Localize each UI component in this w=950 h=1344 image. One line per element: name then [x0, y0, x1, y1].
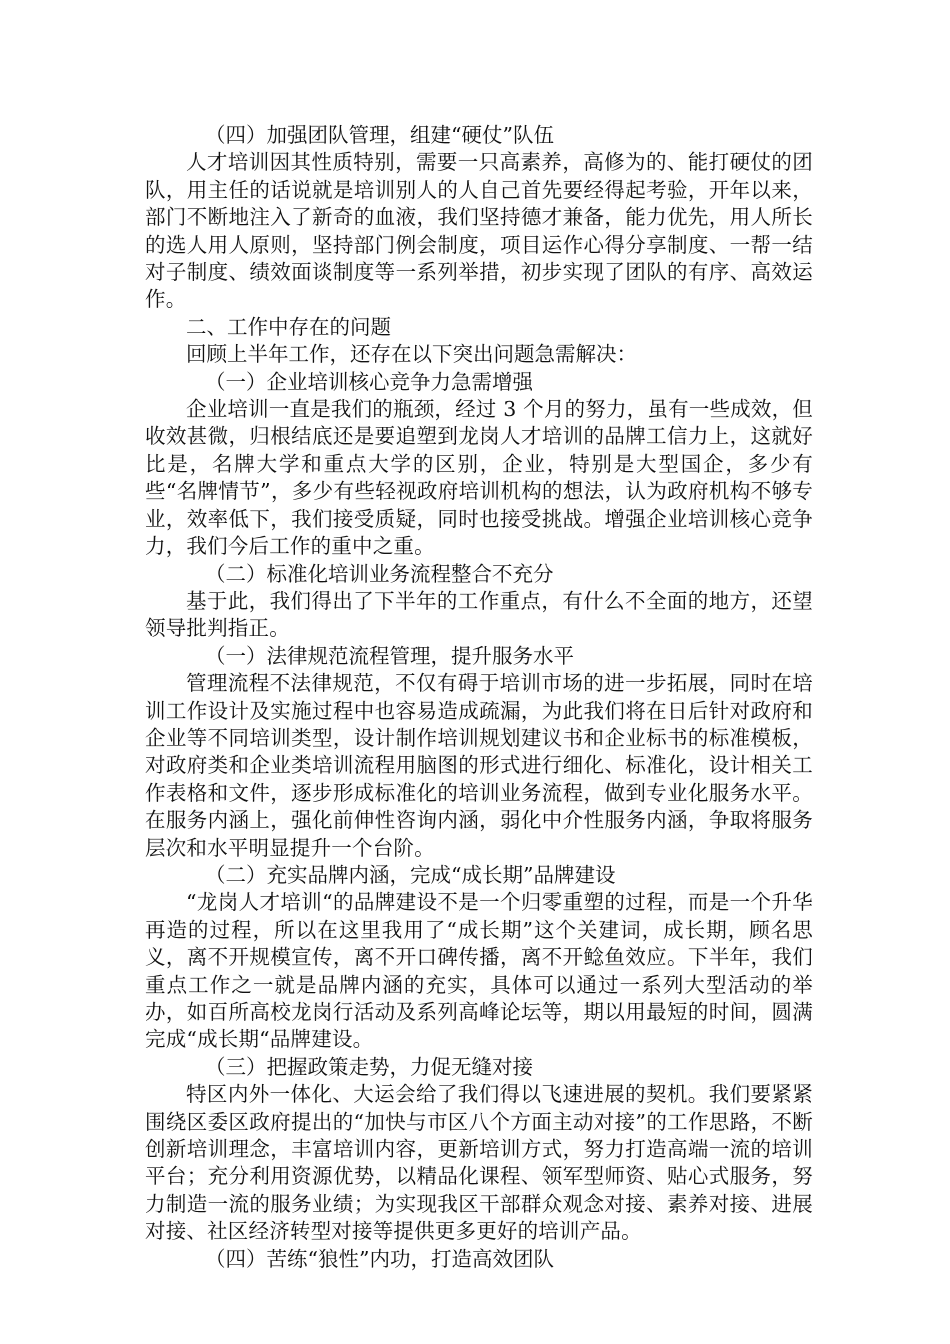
section-heading: （二）充实品牌内涵，完成“成长期”品牌建设 [205, 862, 616, 887]
section-heading: （四）加强团队管理，组建“硬仗”队伍 [205, 123, 554, 147]
section-heading: （四）苦练“狼性”内功，打造高效团队 [205, 1246, 554, 1271]
chapter-heading: 二、工作中存在的问题 [186, 314, 391, 339]
body-paragraph: 人才培训因其性质特别，需要一只高素养，高修为的、能打硬仗的团队，用主任的话说就是培训别人的人自己首先要经得起考验，开年以来，部门不断地注入了新奇的血液，我们坚持德才兼备，能力优先，用人所长的选人用人原则，坚持部门例会制度，项目运作心得分享制度、一帮一结对子制度、绩效面谈制度等一系列举措，初步实现了团队的有序、高效运作。 [145, 150, 813, 312]
body-paragraph: 管理流程不法律规范，不仅有碍于培训市场的进一步拓展，同时在培训工作设计及实施过程中也容易造成疏漏，为此我们将在日后针对政府和企业等不同培训类型，设计制作培训规划建议书和企业标书的标准模板，对政府类和企业类培训流程用脑图的形式进行细化、标准化，设计相关工作表格和文件，逐步形成标准化的培训业务流程，做到专业化服务水平。在服务内涵上，强化前伸性咨询内涵，弱化中介性服务内涵，争取将服务层次和水平明显提升一个台阶。 [145, 671, 813, 860]
section-heading: （二）标准化培训业务流程整合不充分 [205, 561, 554, 586]
section-heading: （一）企业培训核心竞争力急需增强 [205, 369, 533, 394]
body-paragraph: 特区内外一体化、大运会给了我们得以飞速进展的契机。我们要紧紧围绕区委区政府提出的“加快与市区八个方面主动对接”的工作思路，不断创新培训理念，丰富培训内容，更新培训方式，努力打造高端一流的培训平台；充分利用资源优势，以精品化课程、领军型师资、贴心式服务，努力制造一流的服务业绩；为实现我区干部群众观念对接、素养对接、进展对接、社区经济转型对接等提供更多更好的培训产品。 [145, 1082, 813, 1244]
intro-line: 回顾上半年工作，还存在以下突出问题急需解决： [186, 342, 637, 367]
body-paragraph: 基于此，我们得出了下半年的工作重点，有什么不全面的地方，还望领导批判指正。 [145, 588, 813, 641]
section-heading: （三）把握政策走势，力促无缝对接 [205, 1054, 533, 1079]
document-page [145, 122, 813, 1273]
section-heading: （一）法律规范流程管理，提升服务水平 [205, 643, 574, 668]
body-paragraph: 企业培训一直是我们的瓶颈，经过 3 个月的努力，虽有一些成效，但收效甚微，归根结底还是要追塑到龙岗人才培训的品牌工信力上，这就好比是，名牌大学和重点大学的区别，企业，特别是大型国企，多少有些“名牌情节”，多少有些轻视政府培训机构的想法，认为政府机构不够专业，效率低下，我们接受质疑，同时也接受挑战。增强企业培训核心竞争力，我们今后工作的重中之重。 [145, 397, 813, 559]
body-paragraph: “龙岗人才培训“的品牌建设不是一个归零重塑的过程，而是一个升华再造的过程，所以在这里我用了“成长期”这个关建词，成长期，顾名思义，离不开规模宣传，离不开口碑传播，离不开鲶鱼效应。下半年，我们重点工作之一就是品牌内涵的充实，具体可以通过一系列大型活动的举办，如百所高校龙岗行活动及系列高峰论坛等，期以用最短的时间，圆满完成“成长期“品牌建设。 [145, 890, 813, 1052]
